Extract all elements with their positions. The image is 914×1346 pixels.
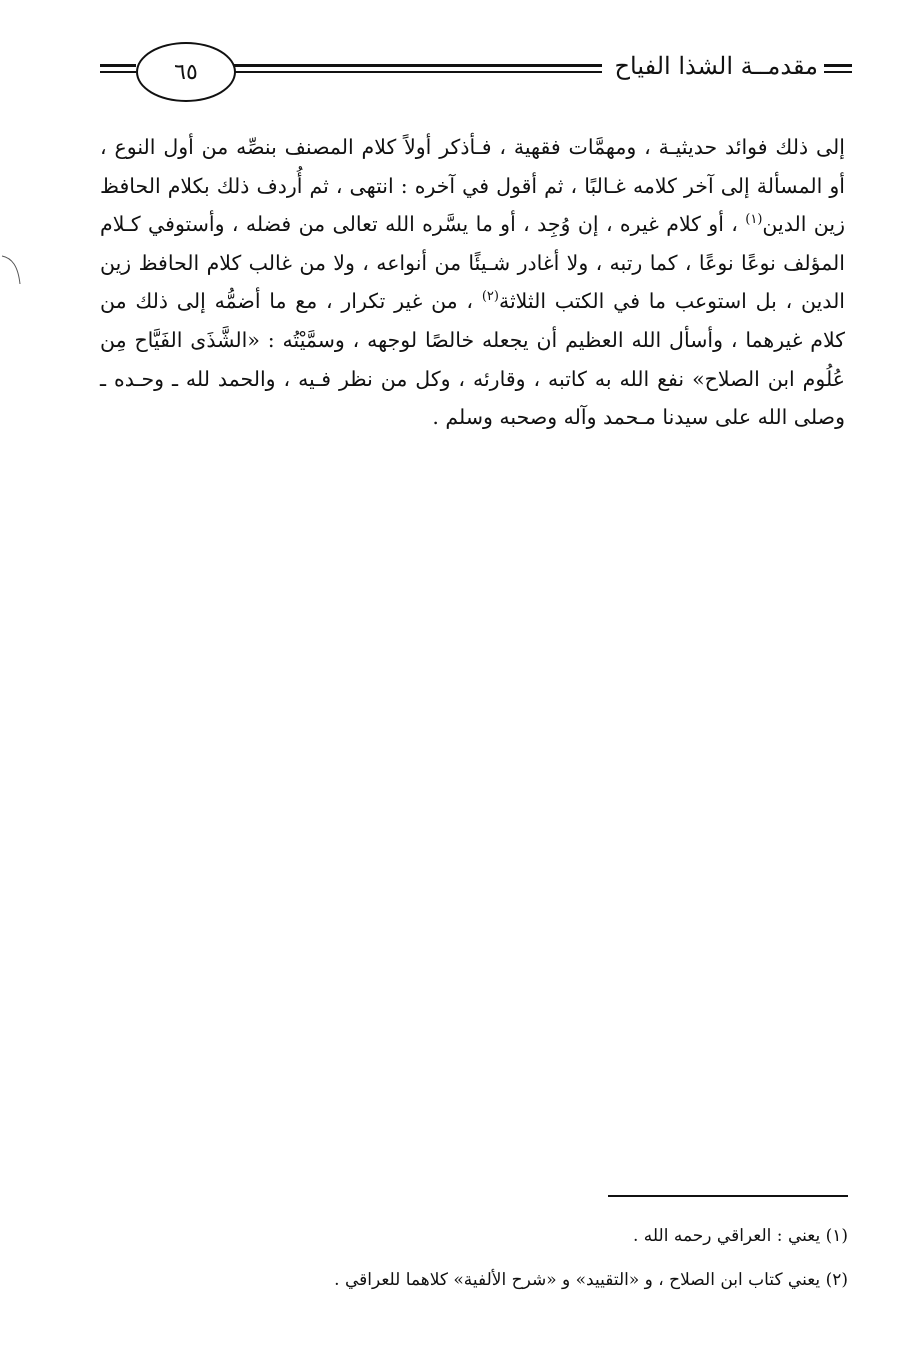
footnote-ref-1: (١) [745, 212, 763, 228]
footnotes [128, 1222, 848, 1310]
header-rule [218, 64, 602, 73]
page-number: ٦٥ [174, 59, 198, 85]
page-header [100, 42, 852, 106]
running-title: مقدمــة الشذا الفياح [614, 52, 818, 80]
scan-edge-mark [0, 250, 30, 290]
footnote-2: (٢) يعني كتاب ابن الصلاح ، و «التقييد» و «شرح الألفية» كلاهما للعراقي . [334, 1270, 848, 1290]
footnote-separator [608, 1195, 848, 1197]
footnote-ref-2: (٢) [481, 289, 499, 305]
main-text [100, 128, 845, 437]
paragraph-part-1: إلى ذلك فوائد حديثيـة ، ومهمَّات فقهية ، فـأذكر أولاً كلام المصنف بنصِّه من أول النوع ، أو المسألة إلى آخر كلامه غـالبًا ، ثم أقول في آخره : انتهى ، ثم أُردف ذلك بكلام الحافظ زين الدين [100, 135, 845, 237]
header-bar-right [824, 64, 852, 73]
paragraph-part-3: ، من غير تكرار ، مع ما أضمُّه إلى ذلك من كلام غيرهما ، وأسأل الله العظيم أن يجعله خالصًا لوجهه ، وسمَّيْتُه : «الشَّذَى الفَيَّاح مِن عُلُوم ابن الصلاح» نفع الله به كاتبه ، وقارئه ، وكل من نظر فـيه ، والحمد لله ـ وحـده ـ وصلى الله على سيدنا مـحمد وآله وصحبه وسلم . [100, 289, 845, 430]
header-rule-left [100, 64, 136, 73]
paragraph-part-2: ، أو كلام غيره ، إن وُجِد ، أو ما يسَّره الله تعالى من فضله ، وأستوفي كـلام المؤلف نوعًا نوعًا ، كما رتبه ، ولا أغادر شـيئًا من أنواعه ، ولا من غالب كلام الحافظ زين الدين ، بل استوعب ما في الكتب الثلاثة [100, 212, 846, 314]
page-number-oval [136, 42, 236, 102]
footnote-1: (١) يعني : العراقي رحمه الله . [632, 1226, 848, 1246]
main-paragraph [100, 128, 845, 437]
